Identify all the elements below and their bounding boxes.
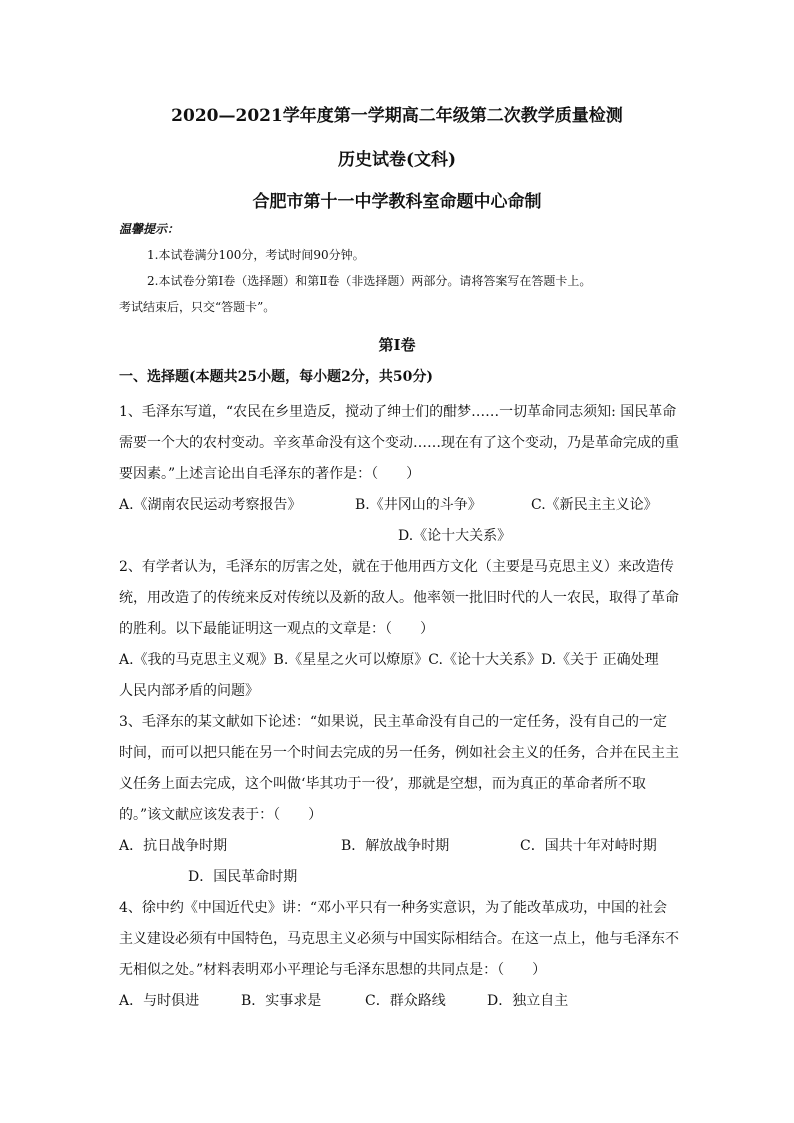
q1-line-1: 1、毛泽东写道，“农民在乡里造反，搅动了绅士们的酣梦……一切革命同志须知: 国民革命 — [119, 404, 677, 420]
q4-line-2: 主义建设必须有中国特色，马克思主义必须与中国实际相结合。在这一点上，他与毛泽东不 — [119, 931, 679, 947]
q3-option-b: B．解放战争时期 — [341, 838, 450, 854]
section-title: 第Ⅰ卷 — [378, 336, 416, 354]
q1-option-a: A.《湖南农民运动考察报告》 — [119, 497, 302, 513]
q2-line-1: 2、有学者认为，毛泽东的厉害之处，就在于他用西方文化（主要是马克思主义）来改造传 — [119, 559, 674, 575]
q1-option-d: D.《论十大关系》 — [398, 528, 512, 544]
q3-option-d: D．国民革命时期 — [188, 869, 298, 885]
q3-line-2: 时间，而可以把只能在另一个时间去完成的另一任务，例如社会主义的任务，合并在民主主 — [119, 745, 679, 761]
exam-issuer: 合肥市第十一中学教科室命题中心命制 — [252, 192, 542, 212]
q1-option-b: B.《井冈山的斗争》 — [355, 497, 482, 513]
tip-line-1: 1.本试卷满分100分，考试时间90分钟。 — [147, 248, 365, 262]
tips-heading: 温馨提示： — [119, 222, 180, 236]
q4-option-a: A．与时俱进 — [119, 993, 200, 1009]
q3-option-a: A．抗日战争时期 — [119, 838, 228, 854]
q2-options: A.《我的马克思主义观》B.《星星之火可以燎原》C.《论十大关系》D.《关于 正确处理 — [119, 652, 659, 668]
tip-line-2: 2.本试卷分第Ⅰ卷（选择题）和第Ⅱ卷（非选择题）两部分。请将答案写在答题卡上。 — [147, 274, 592, 288]
tip-line-3: 考试结束后，只交“答题卡”。 — [119, 300, 276, 314]
q4-option-d: D．独立自主 — [487, 993, 569, 1009]
q2-options-cont: 人民内部矛盾的问题》 — [119, 683, 259, 699]
q2-line-3: 的胜利。以下最能证明这一观点的文章是：（ ） — [119, 621, 434, 637]
q1-line-3: 要因素。”上述言论出自毛泽东的著作是：（ ） — [119, 466, 421, 482]
q1-line-2: 需要一个大的农村变动。辛亥革命没有这个变动……现在有了这个变动，乃是革命完成的重 — [119, 435, 679, 451]
q4-line-3: 无相似之处。”材料表明邓小平理论与毛泽东思想的共同点是：（ ） — [119, 962, 547, 978]
exam-subtitle: 历史试卷(文科) — [337, 150, 457, 170]
q4-line-1: 4、徐中约《中国近代史》讲：“邓小平只有一种务实意识，为了能改革成功，中国的社会 — [119, 900, 668, 916]
exam-title: 2020—2021学年度第一学期高二年级第二次教学质量检测 — [171, 106, 623, 126]
q3-line-4: 的。”该文献应该发表于：（ ） — [119, 807, 323, 823]
q3-line-3: 义任务上面去完成，这个叫做‘毕其功于一役’，那就是空想，而为真正的革命者所不取 — [119, 776, 646, 792]
q4-option-b: B．实事求是 — [241, 993, 322, 1009]
q2-line-2: 统，用改造了的传统来反对传统以及新的敌人。他率领一批旧时代的人一农民，取得了革命 — [119, 590, 679, 606]
part-title: 一、选择题(本题共25小题，每小题2分，共50分) — [119, 369, 433, 385]
q3-line-1: 3、毛泽东的某文献如下论述：“如果说，民主革命没有自己的一定任务，没有自己的一定 — [119, 714, 668, 730]
q4-option-c: C．群众路线 — [365, 993, 446, 1009]
q1-option-c: C.《新民主主义论》 — [531, 497, 658, 513]
q3-option-c: C．国共十年对峙时期 — [520, 838, 657, 854]
